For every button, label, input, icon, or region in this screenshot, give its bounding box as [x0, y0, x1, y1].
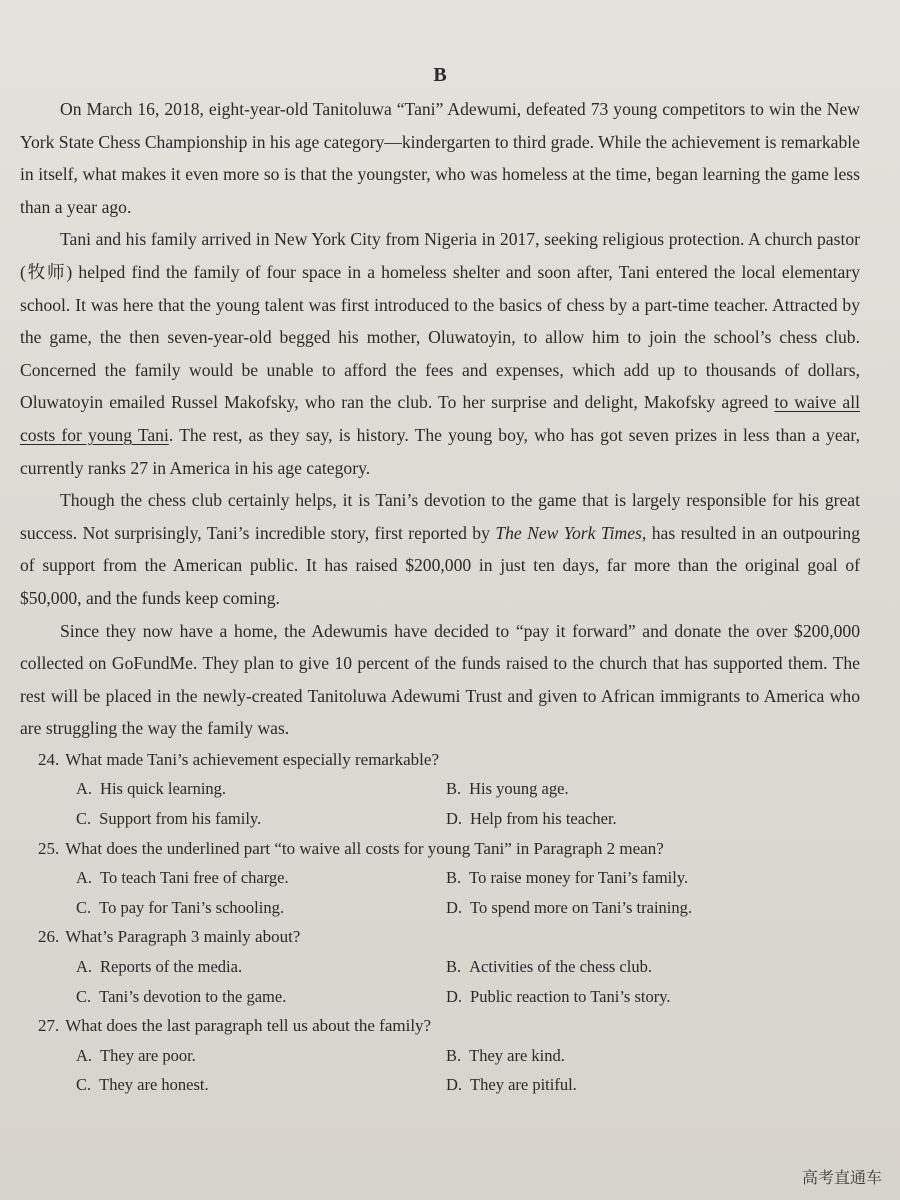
- section-heading: B: [433, 64, 447, 86]
- underlined-phrase: to waive all costs for young Tani: [20, 392, 861, 445]
- watermark-text: 高考直通车: [801, 1168, 882, 1187]
- paragraph-3-text-a: Though the chess club certainly helps, it is Tani’s devotion to the game that is largely responsible for his great success. Not surprisingly, Tani’s incredible story, first reported by: [20, 490, 860, 543]
- question-stem: What made Tani’s achievement especially remarkable?: [65, 749, 439, 769]
- question-stem: What’s Paragraph 3 mainly about?: [65, 927, 301, 947]
- option-b[interactable]: B. His young age.: [446, 779, 569, 799]
- question-stem: What does the last paragraph tell us about the family?: [65, 1016, 432, 1036]
- option-d[interactable]: D. They are pitiful.: [446, 1075, 577, 1095]
- paragraph-3-text-b: , has resulted in an outpouring of support from the American public. It has raised $200,000 in just ten days, far more than the original goal of $50,000, and the funds keep coming.: [20, 522, 860, 608]
- option-c[interactable]: C. To pay for Tani’s schooling.: [76, 897, 284, 917]
- question-stem: What does the underlined part “to waive all costs for young Tani” in Paragraph 2 mean?: [65, 838, 664, 858]
- option-b[interactable]: B. To raise money for Tani’s family.: [446, 868, 689, 888]
- paragraph-3: [20, 484, 860, 614]
- option-d[interactable]: D. To spend more on Tani’s training.: [446, 897, 692, 917]
- option-c[interactable]: C. Support from his family.: [76, 809, 262, 829]
- option-c[interactable]: C. Tani’s devotion to the game.: [76, 986, 287, 1006]
- question-list: [20, 745, 860, 1100]
- question-26: [38, 922, 860, 1011]
- paragraph-2: [20, 223, 860, 484]
- paragraph-2-text-b: . The rest, as they say, is history. The young boy, who has got seven prizes in less than a year, currently ranks 27 in America in his age category.: [20, 424, 860, 478]
- paragraph-2-text-a: Tani and his family arrived in New York City from Nigeria in 2017, seeking religious protection. A church pastor (牧师) helped find the family of four space in a homeless shelter and soon after, Tani entered the local elementary school. It was here that the young talent was first introduced to the basics of chess by a part-time teacher. Attracted by the game, the then seven-year-old begged his mother, Oluwatoyin, to allow him to join the school’s chess club. Concerned the family would be unable to afford the fees and expenses, which add up to thousands of dollars, Oluwatoyin emailed Russel Makofsky, who ran the club. To her surprise and delight, Makofsky agreed: [20, 229, 860, 413]
- option-b[interactable]: B. Activities of the chess club.: [446, 957, 652, 977]
- option-a[interactable]: A. To teach Tani free of charge.: [76, 868, 289, 888]
- paragraph-1: On March 16, 2018, eight-year-old Tanitoluwa “Tani” Adewumi, defeated 73 young competitors to win the New York State Chess Championship in his age category—kindergarten to third grade. While the achievement is remarkable in itself, what makes it even more so is that the youngster, who was homeless at the time, began learning the game less than a year ago.: [20, 99, 860, 217]
- paragraph-4: Since they now have a home, the Adewumis have decided to “pay it forward” and donate the over $200,000 collected on GoFundMe. They plan to give 10 percent of the funds raised to the church that has supported them. The rest will be placed in the newly-created Tanitoluwa Adewumi Trust and given to African immigrants to America who are struggling the way the family was.: [20, 620, 860, 739]
- option-grid: [38, 774, 860, 833]
- option-grid: [38, 1041, 860, 1100]
- option-a[interactable]: A. They are poor.: [76, 1045, 196, 1065]
- question-25: [38, 834, 860, 923]
- question-27: [38, 1011, 860, 1100]
- option-d[interactable]: D. Public reaction to Tani’s story.: [446, 986, 671, 1006]
- option-grid: [38, 863, 860, 922]
- option-a[interactable]: A. Reports of the media.: [76, 957, 243, 977]
- newspaper-title: The New York Times: [495, 522, 642, 543]
- question-number: 26.: [38, 927, 60, 947]
- option-d[interactable]: D. Help from his teacher.: [446, 809, 617, 829]
- option-a[interactable]: A. His quick learning.: [76, 779, 227, 799]
- question-number: 25.: [38, 838, 60, 858]
- question-number: 27.: [38, 1016, 60, 1036]
- reading-passage: [20, 93, 860, 745]
- option-grid: [38, 952, 860, 1011]
- option-b[interactable]: B. They are kind.: [446, 1045, 565, 1065]
- option-c[interactable]: C. They are honest.: [76, 1075, 209, 1095]
- question-24: [38, 745, 860, 834]
- question-number: 24.: [38, 749, 60, 769]
